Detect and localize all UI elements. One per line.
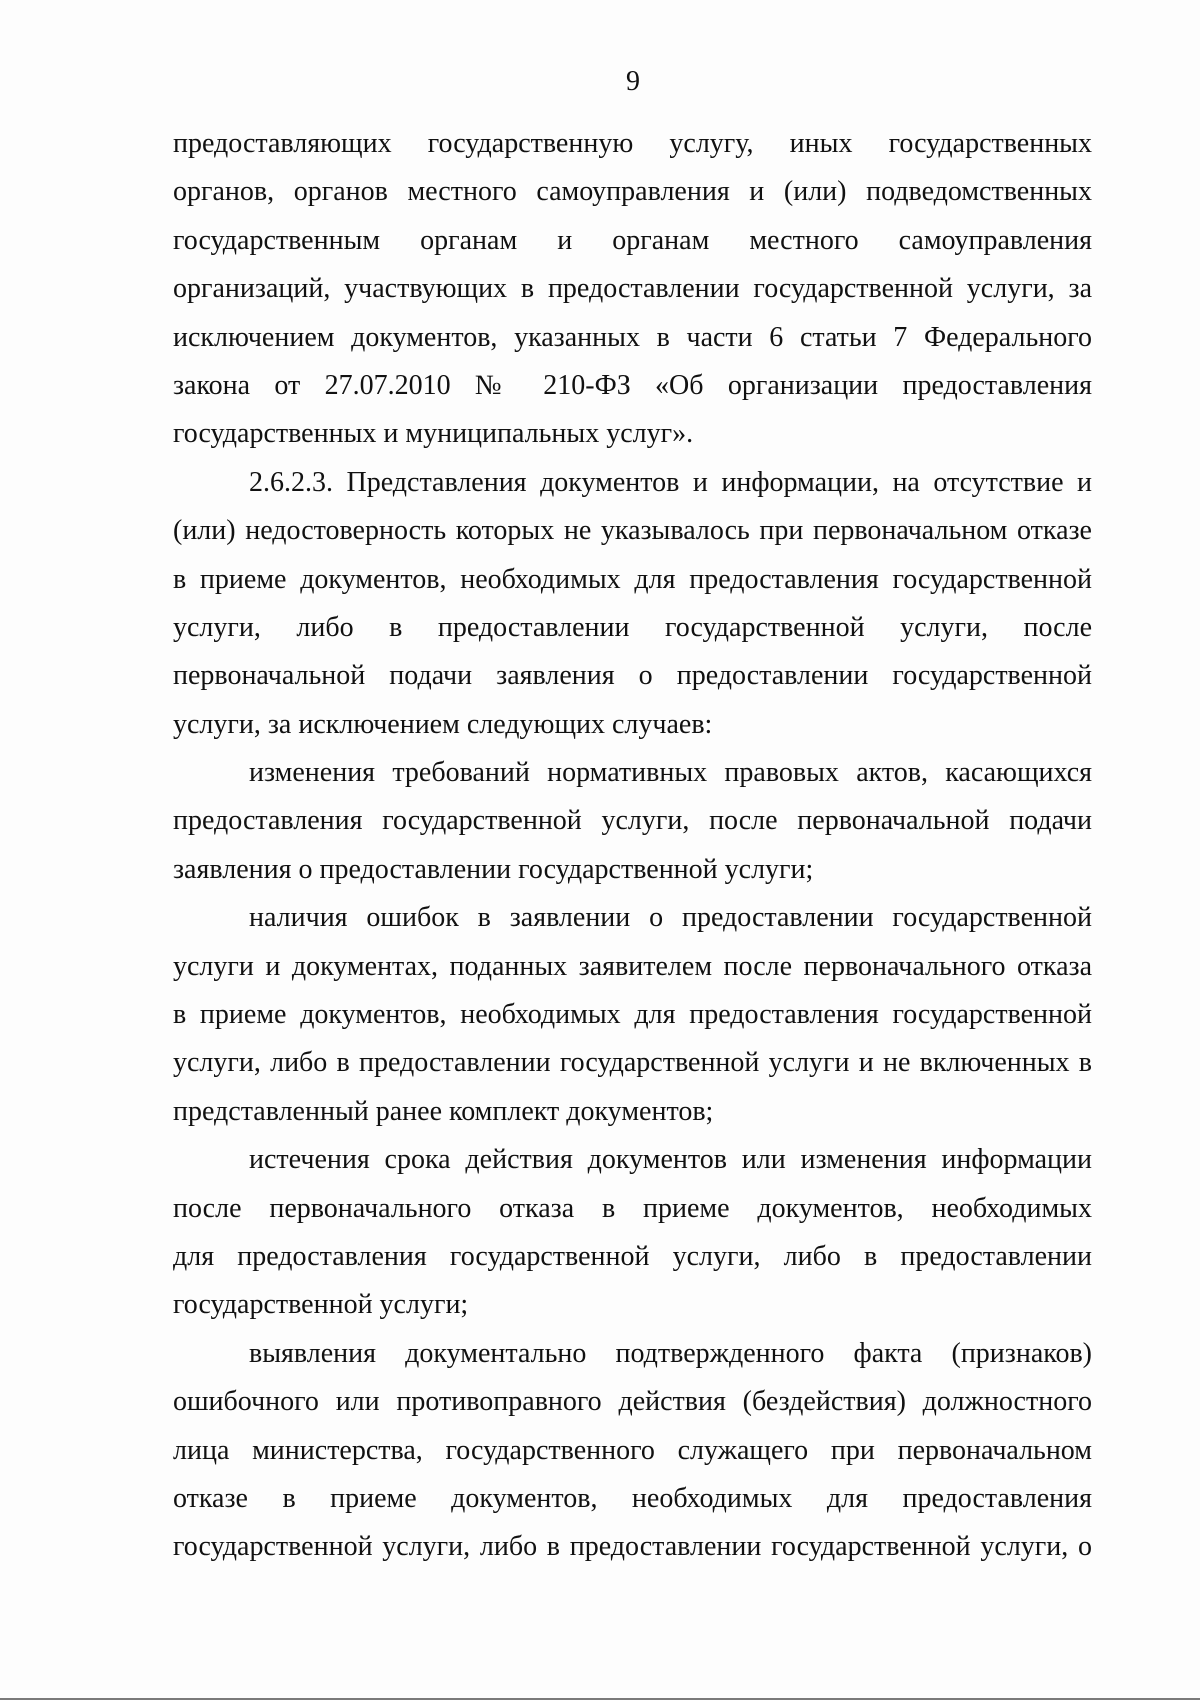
text-line: истечения срока действия документов или изменения информации [249,1144,1092,1176]
text-line: для предоставления государственной услуги, либо в предоставлении [173,1240,1092,1272]
text-line: услуги, либо в предоставлении государственной услуги, после [173,611,1092,643]
document-body [173,120,1092,1572]
text-line: закона от 27.07.2010 № 210-ФЗ «Об организации предоставления [173,369,1092,401]
text-line: государственным органам и органам местного самоуправления [173,224,1092,256]
text-line: органов, органов местного самоуправления и (или) подведомственных [173,176,1092,208]
text-line: предоставления государственной услуги, после первоначальной подачи [173,805,1092,837]
text-line: предоставляющих государственную услугу, иных государственных [173,128,1092,159]
text-line: ошибочного или противоправного действия (бездействия) должностного [173,1386,1092,1418]
text-line: первоначальной подачи заявления о предоставлении государственной [173,660,1092,692]
text-line: после первоначального отказа в приеме документов, необходимых [173,1192,1092,1224]
text-line: изменения требований нормативных правовых актов, касающихся [249,757,1092,789]
text-line: лица министерства, государственного служащего при первоначальном [173,1434,1092,1466]
text-line: представленный ранее комплект документов; [173,1095,714,1127]
text-line: (или) недостоверность которых не указывалось при первоначальном отказе [173,515,1092,547]
paragraph [173,894,1092,1136]
text-line: услуги, либо в предоставлении государственной услуги и не включенных в [173,1047,1092,1079]
text-line: государственной услуги, либо в предоставлении государственной услуги, о [173,1531,1092,1563]
text-line: услуги и документах, поданных заявителем после первоначального отказа [173,950,1092,982]
text-line: выявления документально подтвержденного факта (признаков) [249,1337,1092,1369]
paragraph [173,749,1092,894]
page-number: 9 [626,66,640,97]
text-line: 2.6.2.3. Представления документов и информации, на отсутствие и [249,466,1092,498]
text-line: организаций, участвующих в предоставлении государственной услуги, за [173,273,1092,305]
text-line: в приеме документов, необходимых для предоставления государственной [173,999,1092,1031]
text-line: исключением документов, указанных в части 6 статьи 7 Федерального [173,321,1092,353]
text-line: в приеме документов, необходимых для предоставления государственной [173,563,1092,595]
text-line: наличия ошибок в заявлении о предоставлении государственной [249,902,1092,934]
paragraph [173,1136,1092,1330]
text-line: услуги, за исключением следующих случаев: [173,708,713,740]
paragraph [173,459,1092,749]
paragraph [173,1330,1092,1572]
paragraph [173,120,1092,459]
text-line: государственной услуги; [173,1289,469,1321]
text-line: государственных и муниципальных услуг». [173,418,694,450]
text-line: отказе в приеме документов, необходимых для предоставления [173,1482,1092,1514]
text-line: заявления о предоставлении государственной услуги; [173,853,814,885]
